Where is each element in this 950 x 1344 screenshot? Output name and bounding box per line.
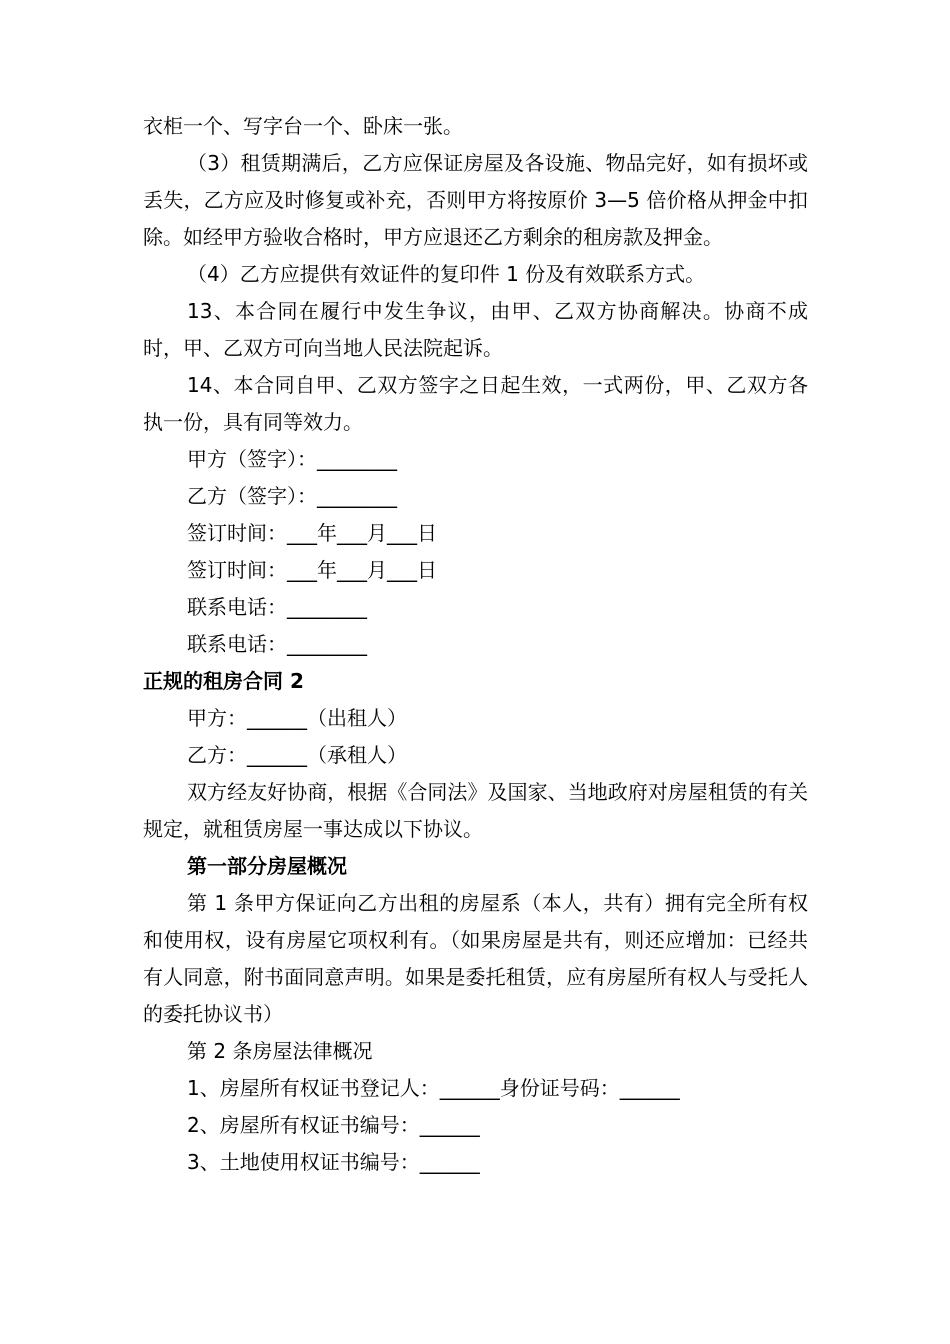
paragraph: 衣柜一个、写字台一个、卧床一张。 xyxy=(143,114,463,138)
paragraph: 1、房屋所有权证书登记人：______身份证号码：______ xyxy=(187,1076,680,1100)
paragraph: 签订时间：___年___月___日 xyxy=(187,558,437,582)
paragraph: （3）租赁期满后，乙方应保证房屋及各设施、物品完好，如有损坏或丢失，乙方应及时修复或补充，否则甲方将按原价 3—5 倍价格从押金中扣除。如经甲方验收合格时，甲方应退还乙方剩余的租房款及押金。 xyxy=(143,151,808,249)
section-heading: 第一部分房屋概况 xyxy=(187,854,347,878)
paragraph: 2、房屋所有权证书编号：______ xyxy=(187,1113,480,1137)
paragraph: 签订时间：___年___月___日 xyxy=(187,521,437,545)
paragraph: 联系电话：________ xyxy=(187,595,367,619)
paragraph: 第 2 条房屋法律概况 xyxy=(187,1039,373,1063)
paragraph: 乙方（签字）：________ xyxy=(187,484,397,508)
paragraph: 甲方（签字）：________ xyxy=(187,447,397,471)
paragraph: 3、土地使用权证书编号：______ xyxy=(187,1150,480,1174)
paragraph: 乙方：______（承租人） xyxy=(187,743,407,767)
paragraph: 第 1 条甲方保证向乙方出租的房屋系（本人，共有）拥有完全所有权和使用权，设有房屋它项权利有。（如果房屋是共有，则还应增加：已经共有人同意，附书面同意声明。如果是委托租赁，应有房屋所有权人与受托人的委托协议书） xyxy=(143,891,808,1026)
paragraph: 13、本合同在履行中发生争议，由甲、乙双方协商解决。协商不成时，甲、乙双方可向当地人民法院起诉。 xyxy=(143,299,808,360)
paragraph: 联系电话：________ xyxy=(187,632,367,656)
document-body xyxy=(143,108,808,1181)
paragraph: 双方经友好协商，根据《合同法》及国家、当地政府对房屋租赁的有关规定，就租赁房屋一事达成以下协议。 xyxy=(143,780,808,841)
paragraph: 14、本合同自甲、乙双方签字之日起生效，一式两份，甲、乙双方各执一份，具有同等效力。 xyxy=(143,373,808,434)
paragraph: 甲方：______（出租人） xyxy=(187,706,407,730)
paragraph: （4）乙方应提供有效证件的复印件 1 份及有效联系方式。 xyxy=(187,262,706,286)
section-heading: 正规的租房合同 2 xyxy=(143,669,304,693)
